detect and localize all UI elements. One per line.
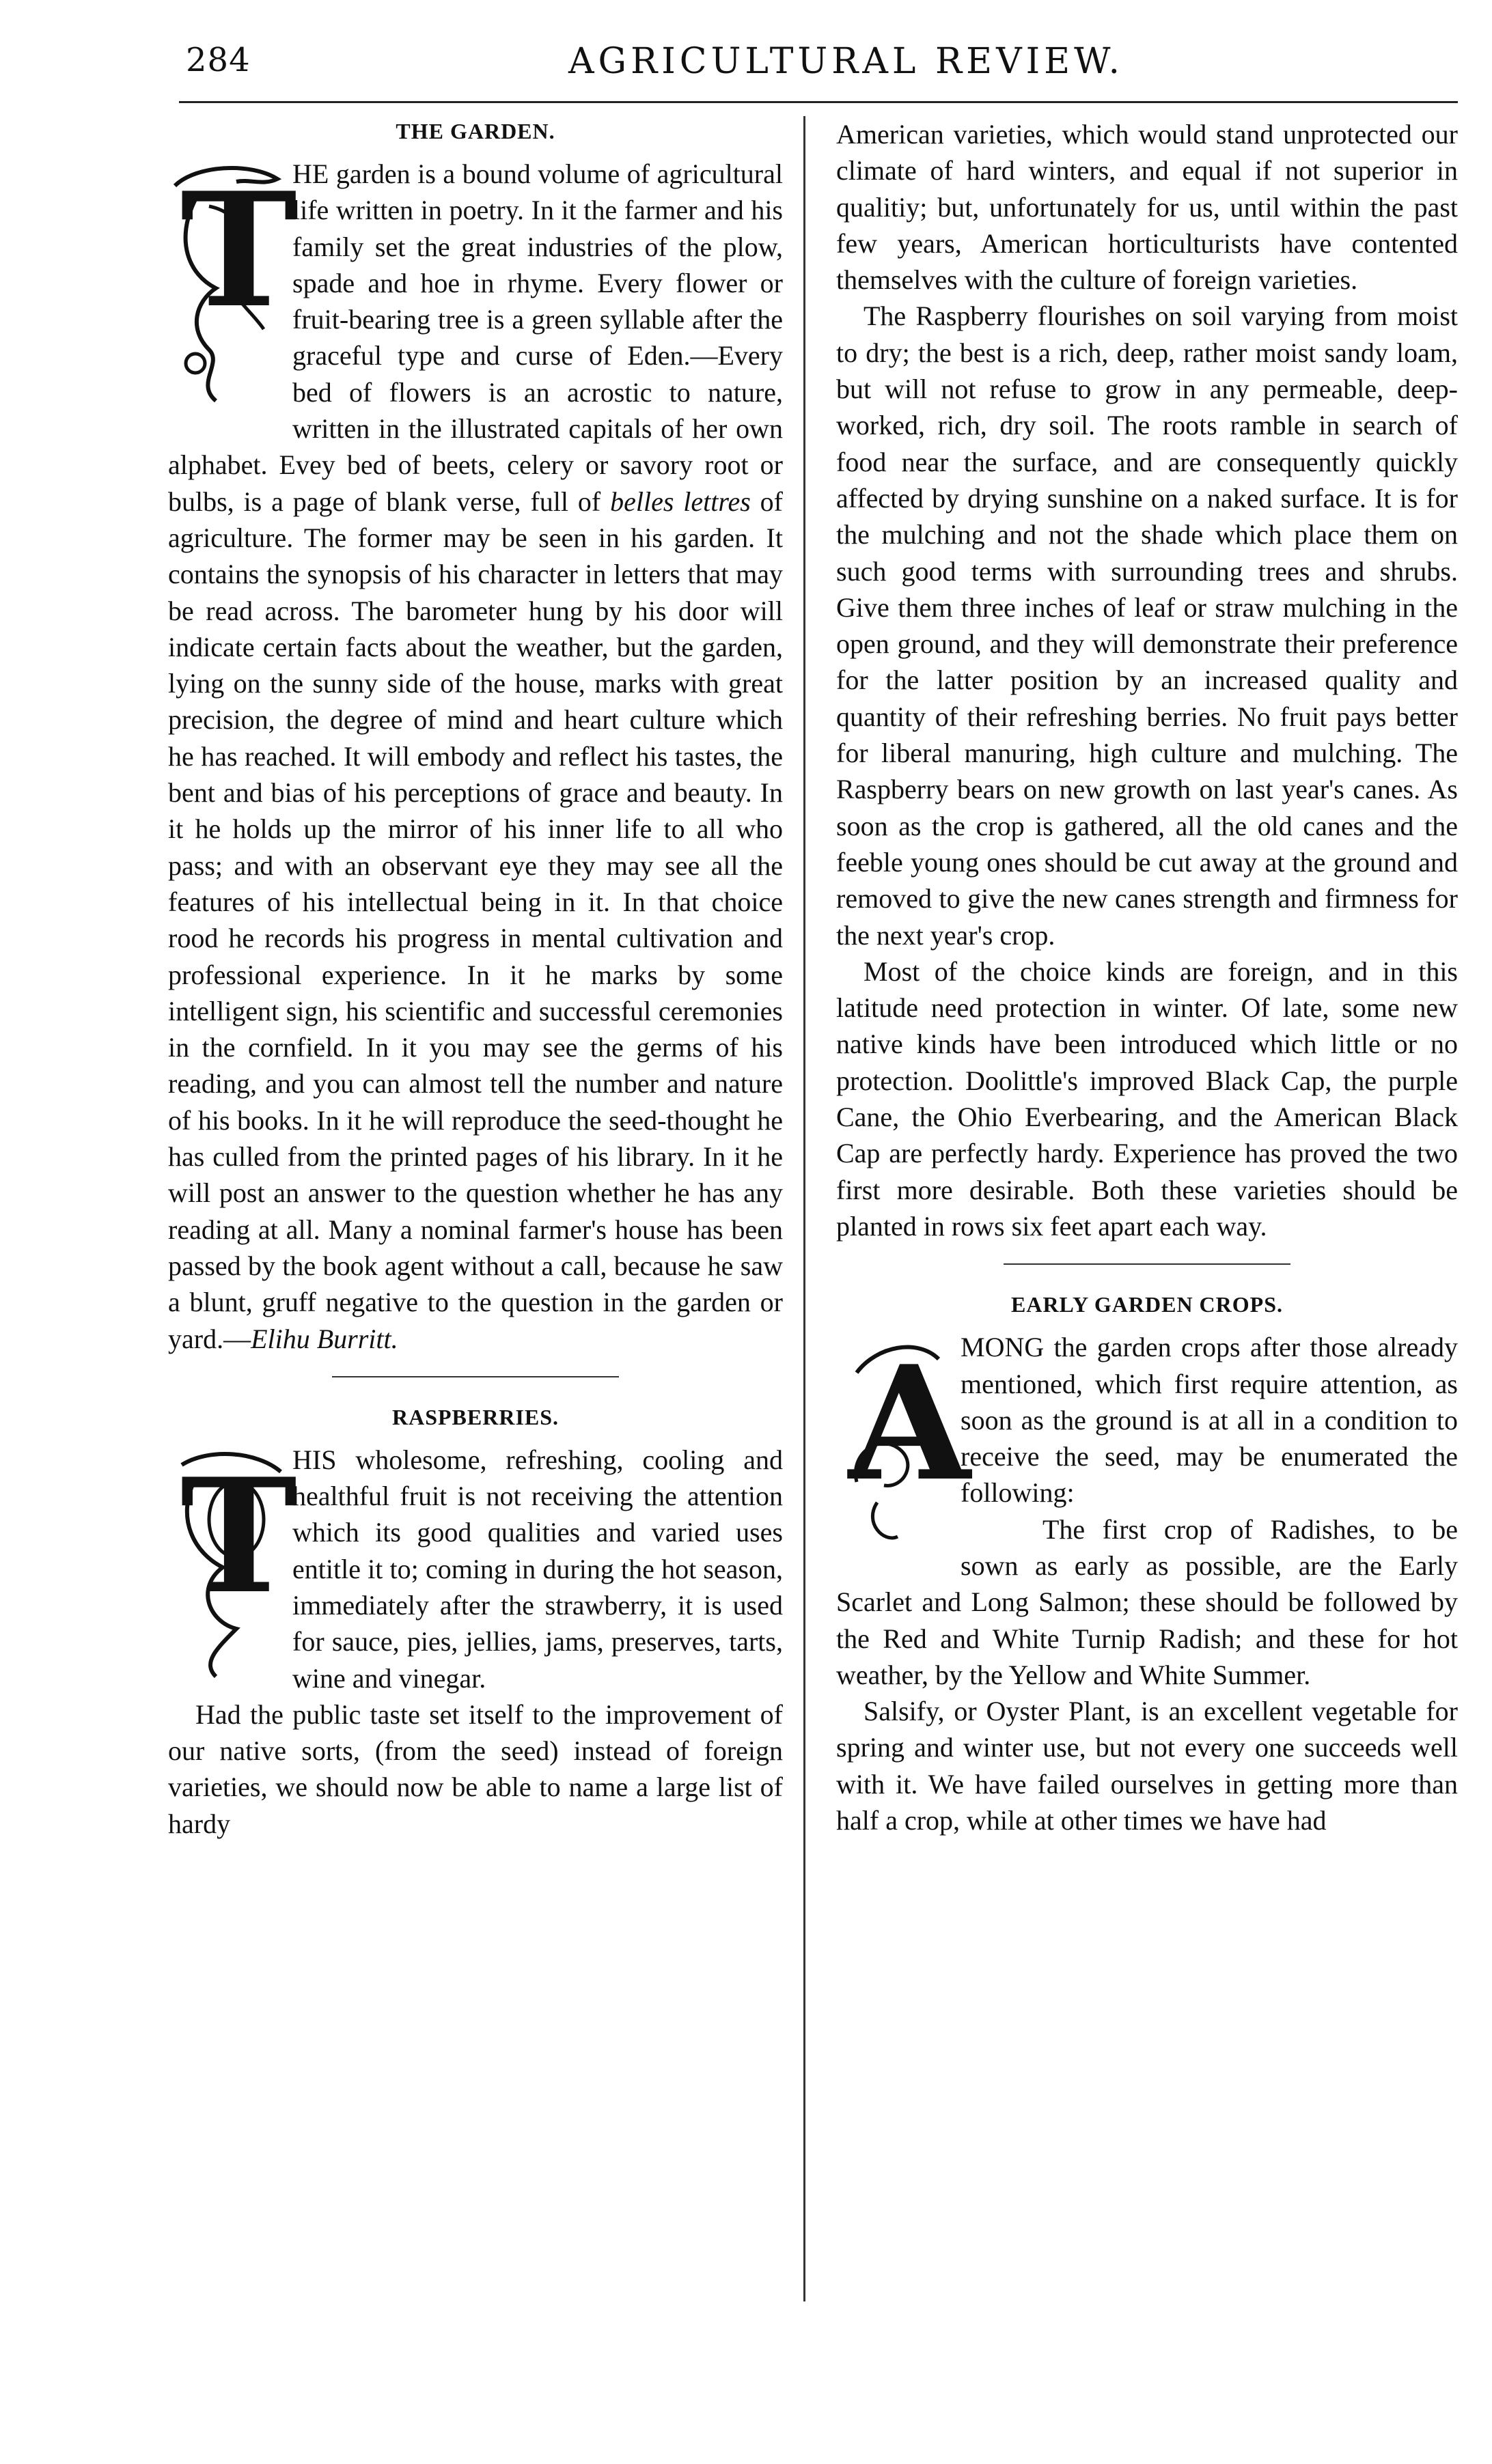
- garden-text-2: of agriculture. The former may be seen in his garden. It contains the synopsis of his character in letters that may be read across. The barometer hung by his door will indicate certain facts about the weather, but the garden, lying on the sunny side of the house, marks with great precision, the degree of mind and heart culture which he has reached. It will embody and reflect his tastes, the bent and bias of his perceptions of grace and beauty. In it he holds up the mirror of his inner life to all who pass; and with an observant eye they may see all the features of his intellectual being in it. In that choice rood he records his progress in mental cultivation and professional experience. In it he marks by some intelligent sign, his scientific and successful ceremonies in the cornfield. In it you may see the germs of his reading, and you can almost tell the number and nature of his books. In it he will reproduce the seed-thought he has culled from the printed pages of his library. In it he will post an answer to the question whether he has any reading at all. Many a nominal farmer's house has been passed by the book agent without a call, because he saw a blunt, gruff negative to the question in the garden or yard.—: [168, 486, 783, 1354]
- early-crops-para-3: Salsify, or Oyster Plant, is an excellent vegetable for spring and winter use, but not every one succeeds well with it. We have failed ourselves in getting more than half a crop, while at other times we have had: [836, 1696, 1458, 1836]
- raspberries-intro: [168, 1442, 783, 1696]
- right-column: [836, 116, 1458, 1838]
- garden-text-1: HE garden is a bound volume of agricultural life written in poetry. In it the farmer and his family set the great industries of the plow, spade and hoe in rhyme. Every flower or fruit-bearing tree is a green syllable after the graceful type and curse of Eden.—Every bed of flowers is an acrostic to nature, written in the illustrated capitals of her own alphabet. Evey bed of beets, celery or savory root or bulbs, is a page of blank verse, full of: [168, 158, 783, 517]
- initial-letter: T: [180, 1444, 298, 1629]
- ornamental-initial-a: [836, 1332, 971, 1557]
- garden-article: [168, 156, 783, 1357]
- ornamental-initial-t: [168, 158, 298, 411]
- column-divider: [803, 116, 805, 2301]
- running-title: AGRICULTURAL REVIEW.: [568, 41, 1124, 82]
- page-number: 284: [186, 41, 251, 79]
- raspberries-para-2-cont: American varieties, which would stand unprotected our climate of hard winters, and equal if not superior in qualitiy; but, unfortunately for us, until within the past few years, American horticulturists have contented themselves with the culture of foreign varieties.: [836, 119, 1458, 296]
- garden-author: Elihu Burritt.: [251, 1323, 398, 1354]
- early-crops-intro: [836, 1329, 1458, 1517]
- section-rule: [1004, 1263, 1290, 1265]
- initial-letter: A: [848, 1332, 971, 1517]
- raspberries-para-4: Most of the choice kinds are foreign, and in this latitude need protection in winter. Of late, some new native kinds have been introduced which little or no protection. Doolittle's improved Black Cap, the purple Cane, the Ohio Everbearing, and the American Black Cap are perfectly hardy. Experience has proved the two first more desirable. Both these varieties should be planted in rows six feet apart each way.: [836, 955, 1458, 1242]
- early-crops-para-2: The first crop of Radishes, to be sown as early as possible, are the Early Scarlet and Long Salmon; these should be followed by the Red and White Turnip Radish; and these for hot weather, by the Yellow and White Summer.: [836, 1513, 1458, 1690]
- section-rule: [332, 1376, 619, 1377]
- raspberries-para-2-start: Had the public taste set itself to the improvement of our native sorts, (from the seed) instead of foreign varieties, we should now be able to name a large list of hardy: [168, 1698, 783, 1839]
- early-crops-title: EARLY GARDEN CROPS.: [1010, 1292, 1283, 1317]
- page-header: [179, 41, 1458, 82]
- raspberries-title: RASPBERRIES.: [391, 1404, 560, 1429]
- left-column: [168, 116, 783, 1842]
- early-crops-text-1: MONG the garden crops after those already mentioned, which first require attention, as soon as the ground is at all in a condition to receive the seed, may be enumerated the following:: [961, 1332, 1458, 1509]
- raspberries-text-1: HIS wholesome, refreshing, cooling and healthful fruit is not receiving the attention which its good qualities and varied uses entitle it to; coming in during the hot season, immediately after the strawberry, it is used for sauce, pies, jellies, jams, preserves, tarts, wine and vinegar.: [292, 1444, 783, 1694]
- initial-letter: T: [180, 158, 298, 343]
- garden-title: THE GARDEN.: [396, 119, 555, 143]
- header-rule: [179, 101, 1458, 103]
- raspberries-para-3: The Raspberry flourishes on soil varying from moist to dry; the best is a rich, deep, rather moist sandy loam, but will not refuse to grow in any permeable, deep-worked, rich, dry soil. The roots ramble in search of food near the surface, and are consequently quickly affected by drying sunshine on a naked surface. It is for the mulching and not the shade which place them on such good terms with surrounding trees and shrubs. Give them three inches of leaf or straw mulching in the open ground, and they will demonstrate their preference for the latter position by an increased quality and quantity of their refreshing berries. No fruit pays better for liberal manuring, high culture and mulching. The Raspberry bears on new growth on last year's canes. As soon as the crop is gathered, all the old canes and the feeble young ones should be cut away at the ground and removed to give the new canes strength and firmness for the next year's crop.: [836, 300, 1458, 951]
- garden-italic: belles lettres: [610, 486, 751, 517]
- ornamental-initial-t2: [168, 1444, 298, 1683]
